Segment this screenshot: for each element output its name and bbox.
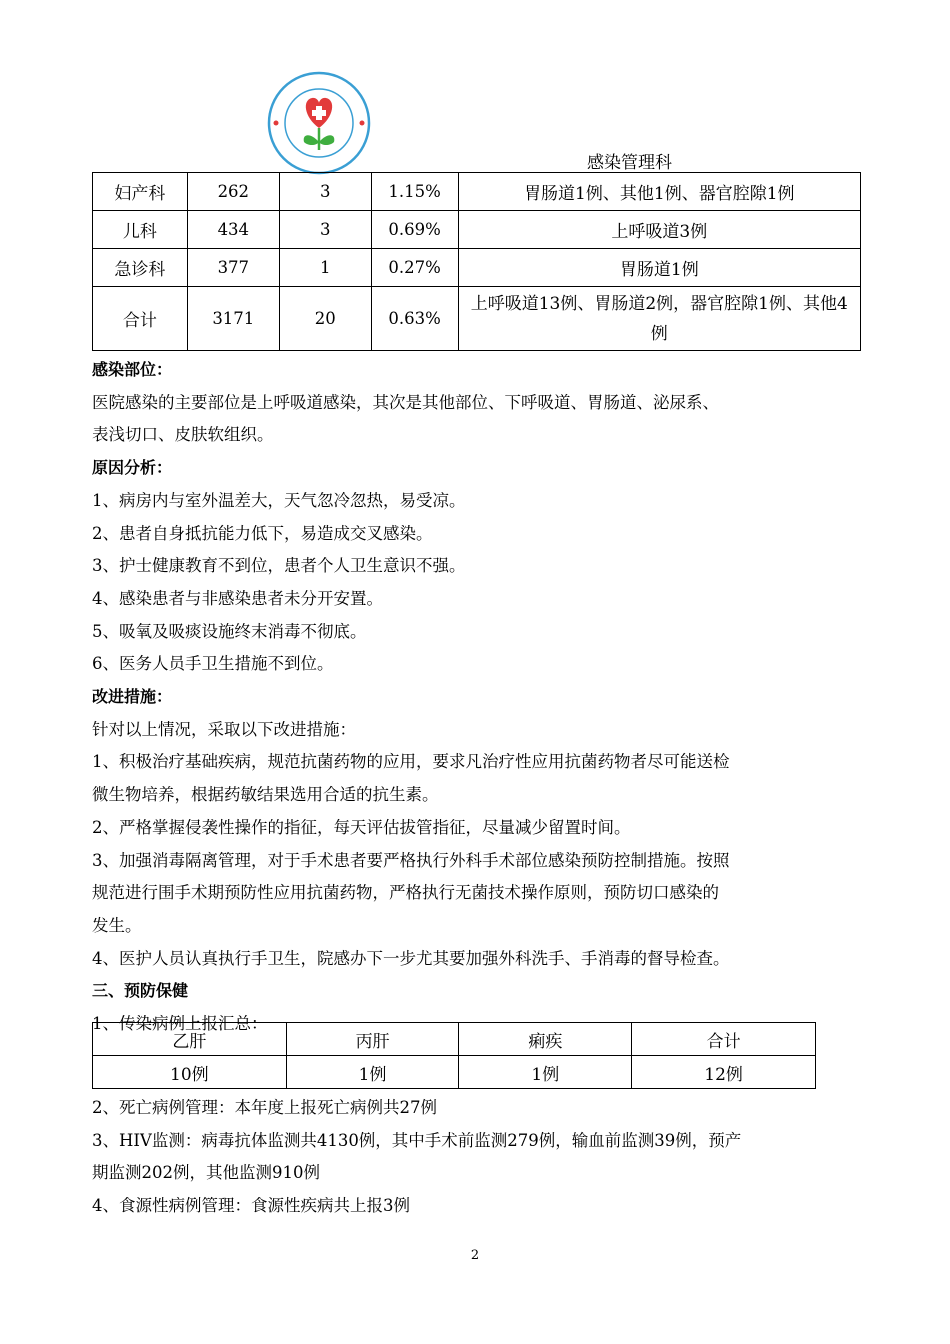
dept-cell: 妇产科 [93, 173, 188, 211]
value-cell: 10例 [93, 1056, 287, 1089]
department-header [372, 148, 860, 173]
table-row [93, 287, 861, 351]
infection-table [92, 172, 861, 351]
paragraph-line: 表浅切口、皮肤软组织。 [92, 425, 274, 445]
dept-cell: 儿科 [93, 211, 188, 249]
hospital-logo [266, 70, 372, 176]
rate-cell: 0.69% [371, 211, 458, 249]
page-number: 2 [470, 1248, 480, 1263]
site-cell: 上呼吸道13例、胃肠道2例，器官腔隙1例、其他4例 [458, 287, 860, 351]
paragraph-line: 1、积极治疗基础疾病，规范抗菌药物的应用，要求凡治疗性应用抗菌药物者尽可能送检 [92, 752, 730, 772]
report-body [92, 354, 862, 1041]
section-heading: 改进措施： [92, 687, 173, 707]
list-item: 期监测202例，其他监测910例 [92, 1163, 320, 1183]
paragraph-line: 发生。 [92, 915, 142, 935]
table-row [93, 173, 861, 211]
list-item: 1、病房内与室外温差大，天气忽冷忽热，易受凉。 [92, 490, 466, 510]
cases-cell: 3 [279, 211, 371, 249]
dept-cell: 急诊科 [93, 249, 188, 287]
patients-cell: 434 [187, 211, 279, 249]
list-item: 2、患者自身抵抗能力低下，易造成交叉感染。 [92, 523, 433, 543]
paragraph-line: 1、传染病例上报汇总： [92, 1014, 268, 1034]
paragraph-line: 医院感染的主要部位是上呼吸道感染，其次是其他部位、下呼吸道、胃肠道、泌尿系、 [92, 392, 719, 412]
table-row [93, 249, 861, 287]
list-item: 5、吸氧及吸痰设施终末消毒不彻底。 [92, 621, 367, 641]
site-cell: 胃肠道1例 [458, 249, 860, 287]
paragraph-line: 针对以上情况，采取以下改进措施： [92, 719, 356, 739]
disease-table [92, 1022, 816, 1089]
cases-cell: 20 [279, 287, 371, 351]
paragraph-line: 规范进行围手术期预防性应用抗菌药物，严格执行无菌技术操作原则，预防切口感染的 [92, 883, 719, 903]
rate-cell: 0.27% [371, 249, 458, 287]
list-item: 6、医务人员手卫生措施不到位。 [92, 654, 334, 674]
section-heading: 感染部位： [92, 360, 173, 379]
rate-cell: 0.63% [371, 287, 458, 351]
patients-cell: 377 [187, 249, 279, 287]
header-cell: 合计 [632, 1023, 816, 1056]
list-item: 2、死亡病例管理：本年度上报死亡病例共27例 [92, 1098, 437, 1117]
value-cell: 12例 [632, 1056, 816, 1089]
table-row [93, 1056, 816, 1089]
site-cell: 上呼吸道3例 [458, 211, 860, 249]
prevention-list [92, 1092, 862, 1223]
table-header-row [93, 1023, 816, 1056]
cases-cell: 1 [279, 249, 371, 287]
value-cell: 1例 [286, 1056, 459, 1089]
section-heading: 三、预防保健 [92, 981, 189, 1001]
site-cell: 胃肠道1例、其他1例、器官腔隙1例 [458, 173, 860, 211]
rate-cell: 1.15% [371, 173, 458, 211]
paragraph-line: 4、医护人员认真执行手卫生，院感办下一步尤其要加强外科洗手、手消毒的督导检查。 [92, 948, 730, 968]
paragraph-line: 3、加强消毒隔离管理，对于手术患者要严格执行外科手术部位感染预防控制措施。按照 [92, 850, 730, 870]
department-name: 感染管理科 [587, 153, 672, 173]
section-heading: 原因分析： [92, 458, 173, 478]
paragraph-line: 2、严格掌握侵袭性操作的指征，每天评估拔管指征，尽量减少留置时间。 [92, 817, 631, 837]
list-item: 4、食源性病例管理：食源性疾病共上报3例 [92, 1196, 410, 1216]
header-cell: 乙肝 [93, 1023, 287, 1056]
patients-cell: 262 [187, 173, 279, 211]
list-item: 3、HIV监测：病毒抗体监测共4130例，其中手术前监测279例，输血前监测39例，预产 [92, 1130, 742, 1150]
header-cell: 痢疾 [459, 1023, 632, 1056]
table-row [93, 211, 861, 249]
paragraph-line: 微生物培养，根据药敏结果选用合适的抗生素。 [92, 785, 439, 805]
list-item: 3、护士健康教育不到位，患者个人卫生意识不强。 [92, 556, 466, 576]
cases-cell: 3 [279, 173, 371, 211]
dept-cell: 合计 [93, 287, 188, 351]
patients-cell: 3171 [187, 287, 279, 351]
value-cell: 1例 [459, 1056, 632, 1089]
header-cell: 丙肝 [286, 1023, 459, 1056]
list-item: 4、感染患者与非感染患者未分开安置。 [92, 588, 383, 608]
